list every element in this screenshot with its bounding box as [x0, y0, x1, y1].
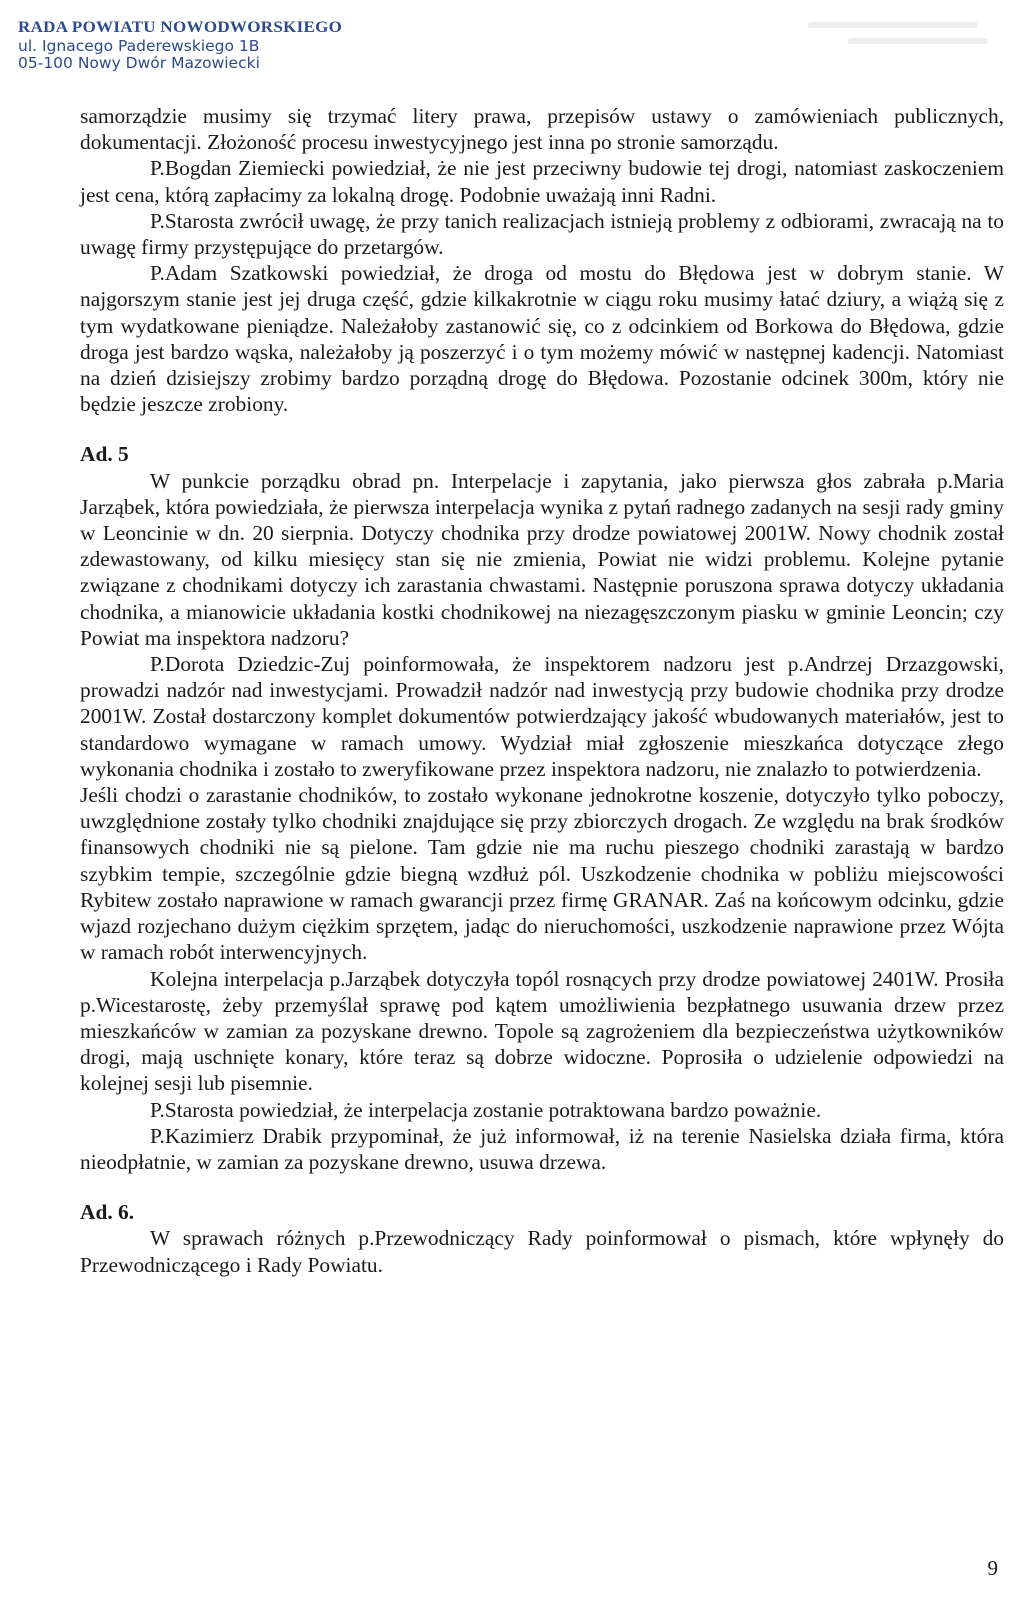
paragraph-4: P.Adam Szatkowski powiedział, że droga od mostu do Błędowa jest w dobrym stanie. W najgorszym stanie jest jej druga część, gdzie kilkakrotnie w ciągu roku musimy łatać dziury, a wiążą się z tym wydatkowane pieniądze. Należałoby zastanowić się, co z odcinkiem od Borkowa do Błędowa, gdzie droga jest bardzo wąska, należałoby ją poszerzyć i o tym możemy mówić w następnej kadencji. Natomiast na dzień dzisiejszy zrobimy bardzo porządną drogę do Błędowa. Pozostanie odcinek 300m, który nie będzie jeszcze zrobiony. [80, 261, 1004, 417]
stamp-council-name: RADA POWIATU NOWODWORSKIEGO [18, 18, 343, 36]
faint-bleed-through [808, 22, 998, 62]
paragraph-6: P.Dorota Dziedzic-Zuj poinformowała, że inspektorem nadzoru jest p.Andrzej Drzazgowski, prowadzi nadzór nad inwestycjami. Prowadził nadzór nad inwestycją przy budowie chodnika przy drodze 2001W. Został dostarczony komplet dokumentów potwierdzający jakość wbudowanych materiałów, jest to standardowo wymagane w ramach umowy. Wydział miał zgłoszenie mieszkańca dotyczące złego wykonania chodnika i zostało to zweryfikowane przez inspektora nadzoru, nie znalazło to potwierdzenia. [80, 652, 1004, 781]
paragraph-8: Kolejna interpelacja p.Jarząbek dotyczyła topól rosnących przy drodze powiatowej 2401W. Prosiła p.Wicestarostę, żeby przemyślał sprawę pod kątem umożliwienia bezpłatnego usuwania drzew przez mieszkańców w zamian za pozyskane drewno. Topole są zagrożeniem dla bezpieczeństwa użytkowników drogi, mają uschnięte konary, które teraz są dobrze widoczne. Poprosiła o udzielenie odpowiedzi na kolejnej sesji lub pisemnie. [80, 966, 1004, 1096]
paragraph-1: samorządzie musimy się trzymać litery prawa, przepisów ustawy o zamówieniach publicznych, dokumentacji. Złożoność procesu inwestycyjnego jest inna po stronie samorządu. [80, 104, 1004, 155]
page-number: 9 [987, 1556, 998, 1580]
paragraph-7: Jeśli chodzi o zarastanie chodników, to zostało wykonane jednokrotne koszenie, dotyczyło tylko poboczy, uwzględnione zostały tylko chodniki znajdujące się przy zbiorczych drogach. Ze względu na brak środków finansowych chodniki nie są pielone. Tam gdzie nie ma ruchu pieszego chodniki zarastają w bardzo szybkim tempie, szczególnie gdzie biegną wzdłuż pól. Uszkodzenie chodnika w pobliżu miejscowości Rybitew zostało naprawione w ramach gwarancji przez firmę GRANAR. Zaś na końcowym odcinku, gdzie wjazd rozjechano dużym ciężkim sprzętem, jadąc do nieruchomości, uszkodzenie naprawione przez Wójta w ramach robót interwencyjnych. [80, 783, 1004, 965]
paragraph-5: W punkcie porządku obrad pn. Interpelacje i zapytania, jako pierwsza głos zabrała p.Maria Jarząbek, która powiedziała, że pierwsza interpelacja wynika z pytań radnego zadanych na sesji rady gminy w Leoncinie w dn. 20 sierpnia. Dotyczy chodnika przy drodze powiatowej 2001W. Nowy chodnik został zdewastowany, od kilku miesięcy stan się nie zmienia, Powiat nie widzi problemu. Kolejne pytanie związane z chodnikami dotyczy ich zarastania chwastami. Następnie poruszona sprawa dotyczy układania chodnika, a mianowicie układania kostki chodnikowej na niezagęszczonym piasku w gminie Leoncin; czy Powiat ma inspektora nadzoru? [80, 468, 1004, 650]
section-heading-ad5: Ad. 5 [80, 442, 129, 467]
paragraph-9: P.Starosta powiedział, że interpelacja zostanie potraktowana bardzo poważnie. [150, 1097, 822, 1122]
paragraph-2: P.Bogdan Ziemiecki powiedział, że nie jest przeciwny budowie tej drogi, natomiast zaskoczeniem jest cena, którą zapłacimy za lokalną drogę. Podobnie uważają inni Radni. [80, 156, 1004, 207]
council-stamp [18, 18, 342, 73]
stamp-city: 05-100 Nowy Dwór Mazowiecki [18, 54, 260, 73]
section-heading-ad6: Ad. 6. [80, 1200, 135, 1225]
stamp-street: ul. Ignacego Paderewskiego 1B [18, 36, 260, 55]
paragraph-11: W sprawach różnych p.Przewodniczący Rady poinformował o pismach, które wpłynęły do Przewodniczącego i Rady Powiatu. [80, 1226, 1004, 1277]
document-body [80, 103, 1004, 1278]
paragraph-10: P.Kazimierz Drabik przypominał, że już informował, iż na terenie Nasielska działa firma, która nieodpłatnie, w zamian za pozyskane drewno, usuwa drzewa. [80, 1123, 1004, 1174]
paragraph-3: P.Starosta zwrócił uwagę, że przy tanich realizacjach istnieją problemy z odbiorami, zwracają na to uwagę firmy przystępujące do przetargów. [80, 208, 1004, 260]
